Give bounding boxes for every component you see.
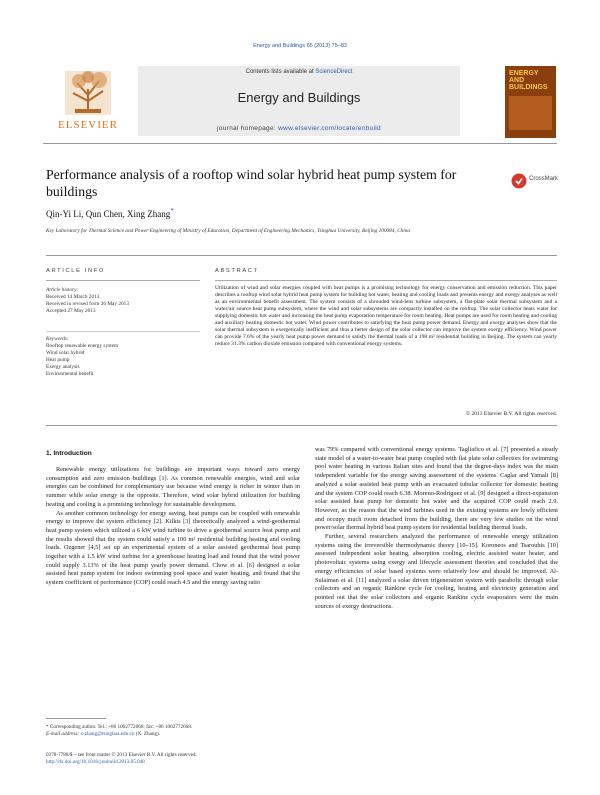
- keyword-item: Wind solar hybrid: [46, 350, 85, 356]
- corresponding-author: * Corresponding author. Tel.: +86 1062772668; fax: +86 1062772668.: [46, 724, 193, 730]
- keywords: [46, 336, 200, 378]
- homepage-label: journal homepage:: [217, 125, 279, 132]
- journal-homepage: [138, 125, 460, 132]
- issn-line: 0378-7788/$ – see front matter © 2013 Elsevier B.V. All rights reserved.: [46, 752, 197, 758]
- keyword-item: Rooftop renewable energy system: [46, 343, 119, 349]
- received-date: Received 14 March 2013: [46, 294, 100, 300]
- crossmark-badge[interactable]: [511, 172, 561, 190]
- header-divider: [43, 143, 557, 144]
- doi-link[interactable]: http://dx.doi.org/10.1016/j.enbuild.2013.05.048: [46, 759, 145, 765]
- author-list: Qin-Yi Li, Qun Chen, Xing Zhang: [46, 209, 171, 219]
- email-line: [46, 731, 300, 738]
- keyword-item: Heat pump: [46, 357, 70, 363]
- contents-prefix: Contents lists available at: [245, 69, 316, 75]
- accepted-date: Accepted 27 May 2013: [46, 308, 96, 314]
- article-title: Performance analysis of a rooftop wind solar hybrid heat pump system for buildings: [46, 167, 457, 199]
- body-column-right: [315, 446, 558, 611]
- section-heading-introduction: 1. Introduction: [46, 450, 92, 457]
- issn-block: [46, 752, 300, 766]
- abstract-bottom-divider: [46, 425, 557, 426]
- article-info-heading: ARTICLE INFO: [46, 268, 106, 274]
- abstract-heading: ABSTRACT: [215, 268, 259, 274]
- copyright: © 2013 Elsevier B.V. All rights reserved.: [465, 411, 557, 417]
- email-name: (X. Zhang).: [134, 731, 161, 737]
- crossmark-label: CrossMark: [529, 176, 559, 182]
- history-label: Article history:: [46, 287, 79, 293]
- paragraph: As another common technology for energy saving, heat pumps can be coupled with renewable energy to improve the system efficiency [2]. Kilkis [3] theoretically analyzed a wind-geothermal heat pump system which utilized a 6 kW wind turbine to drive a geothermal source heat pump and the results showed that the system could satisfy a 100 m² residential building heating and cooling loads. Ozgener [4,5] set up an experimental system of a solar assisted geothermal heat pump together with a 1.5 kW wind turbine for a greenhouse heating load and found that the wind power could supply 3.13% of the heat pump yearly power demand. Chow et al. [6] designed a solar assisted heat pump system for indoor swimming pool space and water heating, and found that the system coefficient of performance (COP) could reach 4.5 and the energy saving ratio: [46, 509, 300, 587]
- corresponding-mark[interactable]: *: [170, 207, 174, 215]
- sciencedirect-link[interactable]: ScienceDirect: [315, 69, 353, 75]
- footnote-divider: [46, 718, 106, 719]
- cover-image: [509, 96, 552, 130]
- article-info-divider: [46, 280, 200, 281]
- contents-line: [138, 69, 460, 75]
- keywords-label: Keywords:: [46, 336, 69, 342]
- article-history: [46, 287, 200, 315]
- info-top-divider: [46, 255, 557, 256]
- affiliation: Key Laboratory for Thermal Science and Power Engineering of Ministry of Education, Department of Engineering Mechanics, Tsinghua University, Beijing 100084, China: [46, 228, 411, 234]
- email-link[interactable]: x-zhang@tsinghua.edu.cn: [80, 731, 135, 737]
- crossmark-icon: [511, 173, 527, 189]
- keywords-divider: [46, 331, 200, 332]
- journal-title: Energy and Buildings: [237, 90, 361, 105]
- homepage-url[interactable]: www.elsevier.com/locate/enbuild: [278, 125, 381, 132]
- abstract-divider: [215, 280, 557, 281]
- paragraph: Further, several researchers analyzed the performance of renewable energy utilization systems using the irreversible thermodynamic theory [10–15]. Koroneos and Tsarouhis [10] assessed independent solar heating, absorption cooling, electric assisted water heater, and photovoltaic systems using exergy and lifecycle assessment theories and concluded that the energy efficiencies of solar based systems were relatively low and should be improved. Al-Sulaiman et al. [11] analyzed a solar driven trigeneration system with parabolic through solar collectors and an organic Rankine cycle for cooling, heating and electricity generation and pointed out that the solar collectors and organic Rankine cycle evaporators were the main sources of exergy destructions.: [315, 533, 558, 610]
- footnote: [46, 724, 300, 738]
- keyword-item: Exergy analysis: [46, 364, 80, 370]
- keyword-item: Environmental benefit: [46, 371, 94, 377]
- cover-title: ENERGY AND BUILDINGS: [509, 70, 548, 91]
- paragraph: was 79% compared with conventional energy systems. Tagliafico et al. [7] presented a steady state model of a water-to-water heat pump coupled with flat plate solar collectors for swimming pool water heating in various Italian sites and found that the degree-days index was the main independent variable for the energy saving assessment of the systems. Caglar and Yamali [8] analyzed a solar assisted heat pump with an evacuated tubular collector for domestic heating and the system COP could reach 6.38. Moreno-Rodriguez et al. [9] designed a direct-expansion solar assisted heat pump for domestic hot water and the acquired COP could reach 2.9. However, as the reason that the wind turbines used in the existing systems are lowly efficient and occupy much room detached from the building, there are very few studies on the wind power/solar thermal hybrid heat pump system for residential building thermal loads.: [315, 446, 558, 532]
- email-label: E-mail address:: [46, 731, 81, 737]
- elsevier-wordmark: ELSEVIER: [58, 119, 118, 131]
- elsevier-logo: [43, 69, 133, 135]
- revised-date: Received in revised form 26 May 2013: [46, 301, 129, 307]
- authors: [46, 207, 174, 219]
- journal-reference[interactable]: Energy and Buildings 65 (2013) 75–83: [253, 43, 347, 49]
- abstract-text: Utilization of wind and solar energies coupled with heat pumps is a promising technology for energy conservation and emission reduction. This paper describes a rooftop wind solar hybrid heat pump system for building hot water, heating and cooling loads and presents energy and exergy analyses as well as an environmental benefit assessment. The system consists of a shrouded wind-lens turbine subsystem, a flat-plate solar thermal subsystem and a water/air source heat pump subsystem, where the wind and solar subsystems are compactly installed on the rooftop. The solar collector heats water for supplying domestic hot water and increasing the heat pump evaporation temperature for room heating. Heat pumps are used for room heating and cooling and auxiliary heating domestic hot water. Wind power contributes to satisfying the heat pump power demand. Energy and exergy analyses show that the solar thermal subsystem is exergetically inefficient and thus a better design of the solar collector can improve the system exergy efficiency. Wind power can provide 7.6% of the yearly heat pump power demand to satisfy the thermal loads of a 198 m² residential building in Beijing. The system can yearly reduce 31.3% carbon dioxide emission compared with conventional energy systems.: [215, 285, 557, 348]
- paragraph: Renewable energy utilizations for buildings are important ways toward zero energy consumption and zero emission buildings [1]. As common renewable energies, wind and solar energies can be combined for complementary use because wind energy is richer in winter than in summer while solar energy is the opposite. Therefore, wind solar hybrid utilization for building heating and cooling is a promising technology for sustainable development.: [46, 466, 300, 508]
- journal-cover: [505, 66, 556, 138]
- body-column-left: [46, 466, 300, 588]
